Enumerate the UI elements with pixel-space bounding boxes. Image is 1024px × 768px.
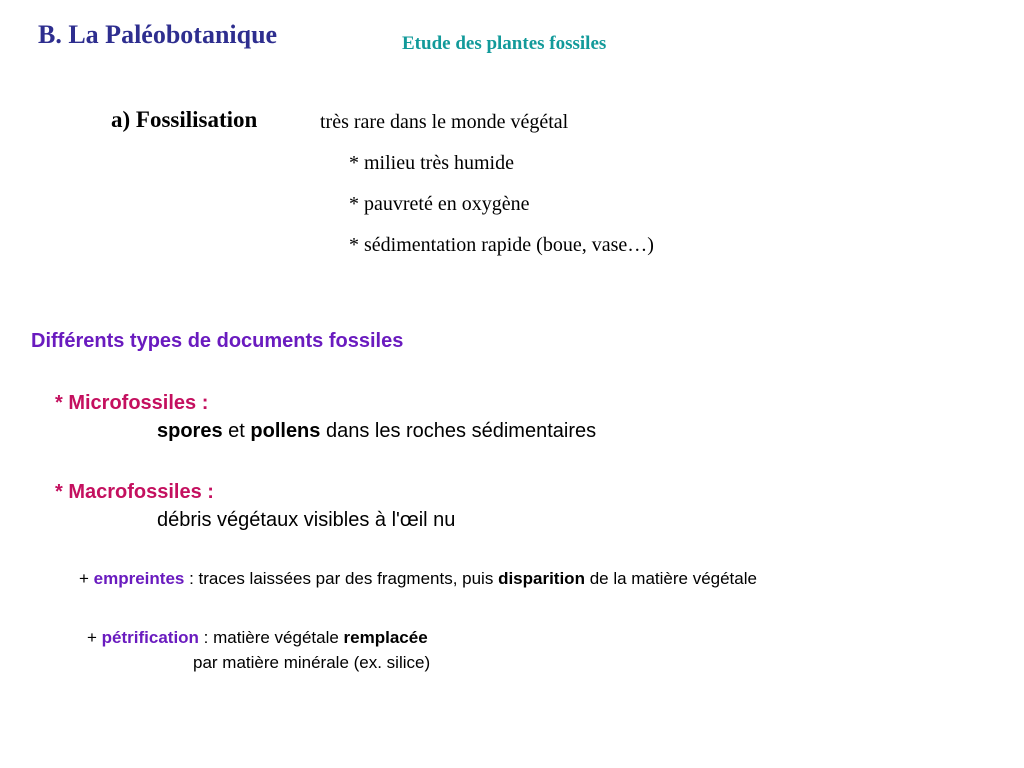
empreintes-text-end: de la matière végétale [584,569,757,588]
petrification-text: : matière végétale [198,628,344,647]
petrification-continuation: par matière minérale (ex. silice) [193,653,431,672]
microfossiles-rest: dans les roches sédimentaires [320,420,597,442]
fossilisation-heading: a) Fossilisation [111,107,258,132]
plus-prefix: + [87,628,102,647]
fossilisation-intro: très rare dans le monde végétal [320,111,569,133]
petrification-term: pétrification [101,628,199,647]
macrofossiles-description: débris végétaux visibles à l'œil nu [157,509,456,531]
pollens-term: pollens [250,420,321,442]
empreintes-term: empreintes [93,569,185,588]
spores-term: spores [157,420,223,442]
macrofossiles-heading: * Macrofossiles : [55,481,214,503]
petrification-line [87,628,428,648]
connector-text: et [222,420,251,442]
condition-item: * pauvreté en oxygène [349,193,530,215]
condition-item: * sédimentation rapide (boue, vase…) [349,234,654,256]
disparition-term: disparition [498,569,585,588]
microfossiles-heading: * Microfossiles : [55,392,209,414]
plus-prefix: + [79,569,94,588]
condition-item: * milieu très humide [349,152,514,174]
slide-subtitle: Etude des plantes fossiles [402,33,607,54]
empreintes-text: : traces laissées par des fragments, puis [184,569,499,588]
fossil-types-heading: Différents types de documents fossiles [31,330,404,352]
empreintes-line [79,569,757,589]
microfossiles-description [157,420,596,443]
remplacee-term: remplacée [343,628,428,647]
slide-title: B. La Paléobotanique [38,20,278,49]
